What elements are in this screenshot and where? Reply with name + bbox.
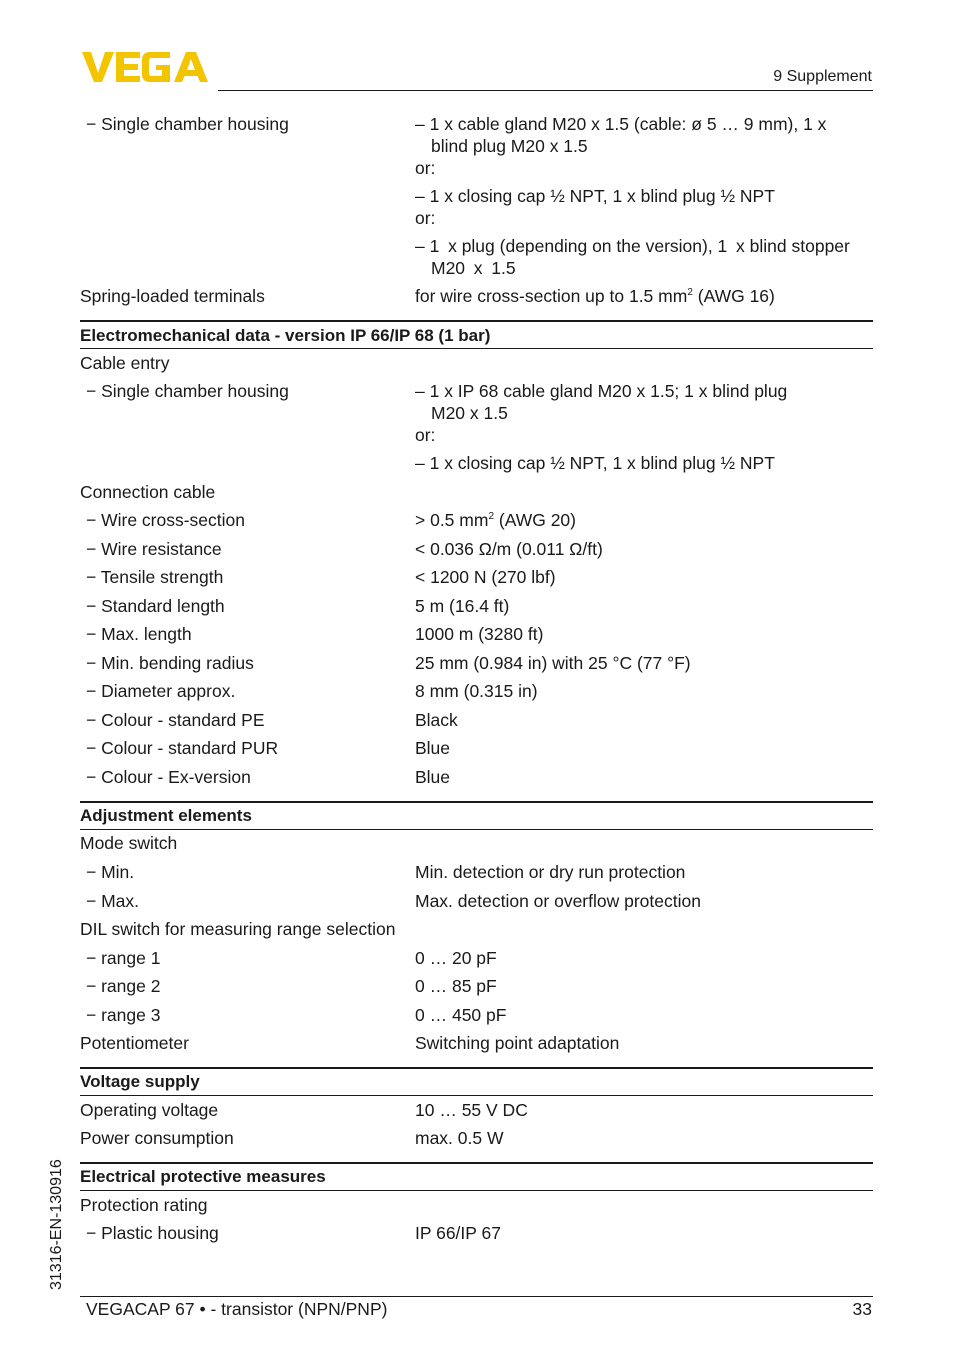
plug-line1: – 1 x plug (depending on the version), 1 x blind stopper	[415, 236, 850, 256]
dil-switch-label: DIL switch for measuring range selection	[80, 919, 396, 939]
plastic-housing-value: IP 66/IP 67	[415, 1223, 501, 1243]
power-consumption-value: max. 0.5 W	[415, 1128, 504, 1148]
spec-row-value: Blue	[415, 767, 451, 787]
section-title-adjustment: Adjustment elements	[80, 806, 252, 825]
max-label: − Max.	[86, 891, 140, 911]
range2-value: 0 … 85 pF	[415, 976, 497, 996]
section-rule	[80, 1067, 873, 1069]
spec-row-value: 1000 m (3280 ft)	[415, 624, 544, 644]
section-rule	[80, 1190, 873, 1191]
spec-row-label: − Colour - Ex-version	[86, 767, 251, 787]
max-value: Max. detection or overflow protection	[415, 891, 701, 911]
spec-row-value: 25 mm (0.984 in) with 25 °C (77 °F)	[415, 653, 691, 673]
section-title-electromechanical: Electromechanical data - version IP 66/IP 68 (1 bar)	[80, 326, 491, 345]
document-number: 31316-EN-130916	[48, 1159, 65, 1290]
range1-label: − range 1	[86, 948, 161, 968]
spec-row-label: − Standard length	[86, 596, 225, 616]
closing-cap-value: – 1 x closing cap ½ NPT, 1 x blind plug ½ NPT	[415, 186, 775, 206]
spec-row-label: − Diameter approx.	[86, 681, 236, 701]
operating-voltage-label: Operating voltage	[80, 1100, 219, 1120]
ip68-gland-line2: M20 x 1.5	[431, 403, 508, 423]
section-rule	[80, 801, 873, 803]
spec-row-label: − Colour - standard PUR	[86, 738, 279, 758]
spec-row-label: − Max. length	[86, 624, 192, 644]
operating-voltage-value: 10 … 55 V DC	[415, 1100, 528, 1120]
cable-gland-line1: – 1 x cable gland M20 x 1.5 (cable: ø 5 … 9 mm), 1 x	[415, 114, 827, 134]
vega-logo	[82, 50, 212, 84]
power-consumption-label: Power consumption	[80, 1128, 234, 1148]
spring-terminals-value: for wire cross-section up to 1.5 $mm^2$ (AWG 16)	[415, 286, 775, 306]
connection-cable-label: Connection cable	[80, 482, 216, 502]
single-chamber-label: − Single chamber housing	[86, 381, 289, 401]
spec-row-label: − Min. bending radius	[86, 653, 254, 673]
section-rule	[80, 320, 873, 322]
section-label: 9 Supplement	[773, 68, 872, 85]
spring-terminals-label: Spring-loaded terminals	[80, 286, 265, 306]
section-rule	[80, 348, 873, 349]
cable-entry-label: Cable entry	[80, 353, 170, 373]
min-value: Min. detection or dry run protection	[415, 862, 686, 882]
wire-cross-section-label: − Wire cross-section	[86, 510, 245, 530]
plastic-housing-label: − Plastic housing	[86, 1223, 219, 1243]
wire-cross-section-value: > 0.5 $mm^2$ (AWG 20)	[415, 510, 576, 530]
spec-row-value: < 1200 N (270 lbf)	[415, 567, 556, 587]
or-text: or:	[415, 158, 436, 178]
closing-cap-value: – 1 x closing cap ½ NPT, 1 x blind plug ½ NPT	[415, 453, 775, 473]
range3-label: − range 3	[86, 1005, 161, 1025]
section-title-voltage: Voltage supply	[80, 1072, 200, 1091]
header-rule	[218, 90, 873, 91]
potentiometer-value: Switching point adaptation	[415, 1033, 620, 1053]
range3-value: 0 … 450 pF	[415, 1005, 507, 1025]
spec-row-value: 8 mm (0.315 in)	[415, 681, 538, 701]
spec-row-value: 5 m (16.4 ft)	[415, 596, 510, 616]
plug-line2: M20 x 1.5	[431, 258, 516, 278]
single-chamber-label: − Single chamber housing	[86, 114, 289, 134]
footer-rule	[80, 1296, 873, 1297]
footer-product: VEGACAP 67 • - transistor (NPN/PNP)	[86, 1299, 388, 1319]
spec-row-value: Black	[415, 710, 458, 730]
min-label: − Min.	[86, 862, 135, 882]
page-number: 33	[852, 1299, 872, 1319]
mode-switch-label: Mode switch	[80, 833, 178, 853]
or-text: or:	[415, 425, 436, 445]
spec-row-label: − Colour - standard PE	[86, 710, 265, 730]
spec-row-label: − Wire resistance	[86, 539, 222, 559]
spec-row-value: < 0.036 Ω/m (0.011 Ω/ft)	[415, 539, 603, 559]
protection-rating-label: Protection rating	[80, 1195, 208, 1215]
range1-value: 0 … 20 pF	[415, 948, 497, 968]
or-text: or:	[415, 208, 436, 228]
section-rule	[80, 1095, 873, 1096]
spec-row-value: Blue	[415, 738, 451, 758]
section-title-protective: Electrical protective measures	[80, 1167, 326, 1186]
spec-row-label: − Tensile strength	[86, 567, 224, 587]
potentiometer-label: Potentiometer	[80, 1033, 189, 1053]
ip68-gland-line1: – 1 x IP 68 cable gland M20 x 1.5; 1 x blind plug	[415, 381, 788, 401]
section-rule	[80, 829, 873, 830]
cable-gland-line2: blind plug M20 x 1.5	[431, 136, 588, 156]
section-rule	[80, 1162, 873, 1164]
range2-label: − range 2	[86, 976, 161, 996]
